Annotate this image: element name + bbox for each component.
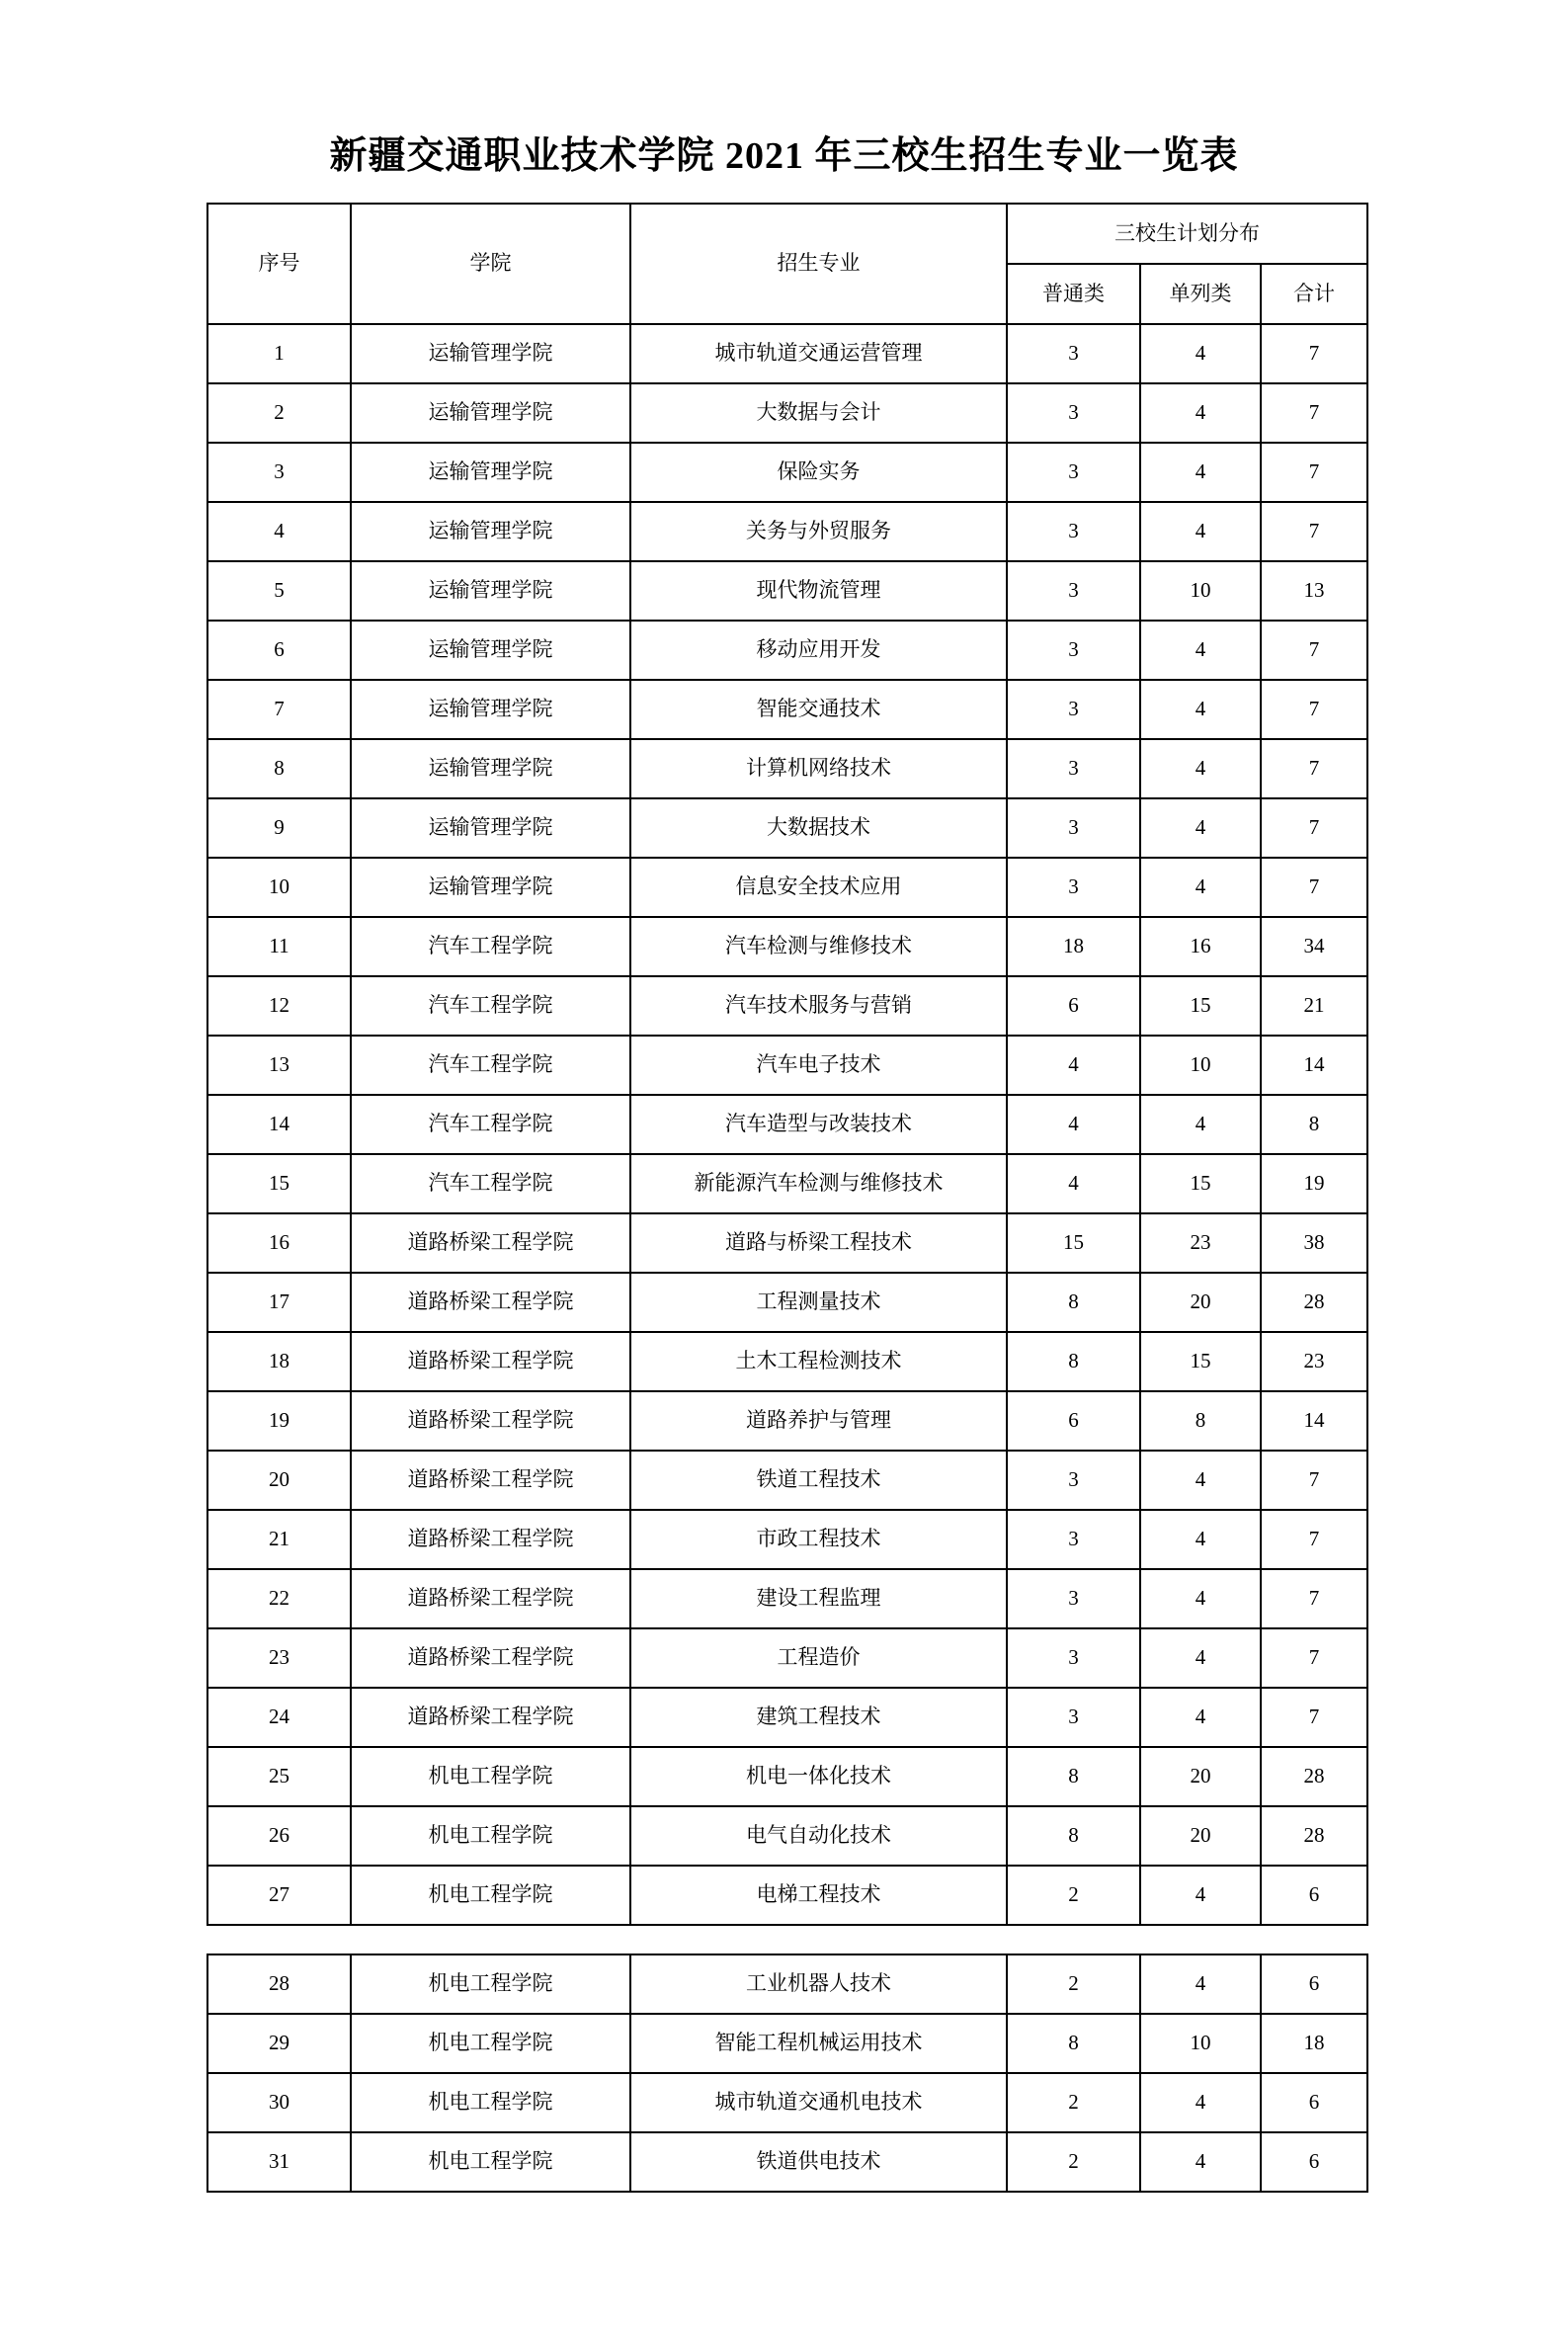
total-count-cell: 7 (1261, 1451, 1367, 1510)
major-cell: 土木工程检测技术 (630, 1332, 1007, 1391)
general-count-cell: 3 (1007, 1510, 1140, 1569)
single-count-cell: 20 (1140, 1806, 1261, 1866)
total-count-cell: 7 (1261, 324, 1367, 383)
header-college: 学院 (351, 204, 630, 324)
total-count-cell: 14 (1261, 1391, 1367, 1451)
row-index-cell: 11 (207, 917, 351, 976)
single-count-cell: 20 (1140, 1273, 1261, 1332)
college-cell: 机电工程学院 (351, 2073, 630, 2132)
general-count-cell: 3 (1007, 324, 1140, 383)
total-count-cell: 7 (1261, 383, 1367, 443)
major-cell: 汽车检测与维修技术 (630, 917, 1007, 976)
total-count-cell: 6 (1261, 1866, 1367, 1925)
single-count-cell: 4 (1140, 2073, 1261, 2132)
major-cell: 大数据与会计 (630, 383, 1007, 443)
college-cell: 机电工程学院 (351, 2014, 630, 2073)
single-count-cell: 4 (1140, 798, 1261, 858)
row-index-cell: 30 (207, 2073, 351, 2132)
row-index-cell: 9 (207, 798, 351, 858)
college-cell: 运输管理学院 (351, 739, 630, 798)
table-row (207, 1273, 1367, 1332)
header-plan-group: 三校生计划分布 (1007, 204, 1367, 264)
major-cell: 铁道供电技术 (630, 2132, 1007, 2192)
page-title: 新疆交通职业技术学院 2021 年三校生招生专业一览表 (329, 135, 1239, 177)
total-count-cell: 7 (1261, 502, 1367, 561)
college-cell: 运输管理学院 (351, 858, 630, 917)
single-count-cell: 4 (1140, 1451, 1261, 1510)
single-count-cell: 4 (1140, 1569, 1261, 1628)
table-row (207, 798, 1367, 858)
row-index-cell: 25 (207, 1747, 351, 1806)
table-row (207, 1628, 1367, 1688)
header-major: 招生专业 (630, 204, 1007, 324)
general-count-cell: 3 (1007, 443, 1140, 502)
general-count-cell: 3 (1007, 1628, 1140, 1688)
total-count-cell: 38 (1261, 1213, 1367, 1273)
table-row (207, 621, 1367, 680)
college-cell: 运输管理学院 (351, 443, 630, 502)
table-row (207, 2014, 1367, 2073)
table-body-page1 (207, 324, 1367, 1925)
major-cell: 市政工程技术 (630, 1510, 1007, 1569)
college-cell: 汽车工程学院 (351, 1095, 630, 1154)
total-count-cell: 7 (1261, 1510, 1367, 1569)
major-cell: 城市轨道交通运营管理 (630, 324, 1007, 383)
table-row (207, 1569, 1367, 1628)
total-count-cell: 7 (1261, 443, 1367, 502)
table-row (207, 858, 1367, 917)
single-count-cell: 4 (1140, 1510, 1261, 1569)
row-index-cell: 19 (207, 1391, 351, 1451)
college-cell: 运输管理学院 (351, 502, 630, 561)
header-general: 普通类 (1007, 264, 1140, 324)
general-count-cell: 3 (1007, 1451, 1140, 1510)
table-row (207, 1213, 1367, 1273)
single-count-cell: 10 (1140, 1036, 1261, 1095)
total-count-cell: 7 (1261, 621, 1367, 680)
total-count-cell: 7 (1261, 739, 1367, 798)
major-cell: 移动应用开发 (630, 621, 1007, 680)
general-count-cell: 3 (1007, 680, 1140, 739)
row-index-cell: 7 (207, 680, 351, 739)
table-body-page2 (207, 1954, 1367, 2192)
major-cell: 工业机器人技术 (630, 1954, 1007, 2014)
general-count-cell: 8 (1007, 1747, 1140, 1806)
row-index-cell: 10 (207, 858, 351, 917)
college-cell: 道路桥梁工程学院 (351, 1510, 630, 1569)
enrollment-table (206, 203, 1368, 1926)
single-count-cell: 10 (1140, 2014, 1261, 2073)
major-cell: 道路养护与管理 (630, 1391, 1007, 1451)
single-count-cell: 4 (1140, 2132, 1261, 2192)
major-cell: 道路与桥梁工程技术 (630, 1213, 1007, 1273)
single-count-cell: 4 (1140, 1095, 1261, 1154)
general-count-cell: 3 (1007, 561, 1140, 621)
table-header (207, 204, 1367, 324)
major-cell: 汽车电子技术 (630, 1036, 1007, 1095)
general-count-cell: 8 (1007, 1273, 1140, 1332)
row-index-cell: 15 (207, 1154, 351, 1213)
general-count-cell: 2 (1007, 2073, 1140, 2132)
header-row-top (207, 204, 1367, 264)
major-cell: 汽车造型与改装技术 (630, 1095, 1007, 1154)
single-count-cell: 4 (1140, 1866, 1261, 1925)
general-count-cell: 3 (1007, 798, 1140, 858)
general-count-cell: 3 (1007, 621, 1140, 680)
total-count-cell: 13 (1261, 561, 1367, 621)
table-row (207, 1332, 1367, 1391)
row-index-cell: 18 (207, 1332, 351, 1391)
table-row (207, 1510, 1367, 1569)
general-count-cell: 4 (1007, 1154, 1140, 1213)
table-row (207, 383, 1367, 443)
row-index-cell: 17 (207, 1273, 351, 1332)
major-cell: 电梯工程技术 (630, 1866, 1007, 1925)
major-cell: 工程造价 (630, 1628, 1007, 1688)
header-total: 合计 (1261, 264, 1367, 324)
major-cell: 电气自动化技术 (630, 1806, 1007, 1866)
row-index-cell: 14 (207, 1095, 351, 1154)
college-cell: 机电工程学院 (351, 1954, 630, 2014)
college-cell: 道路桥梁工程学院 (351, 1391, 630, 1451)
college-cell: 运输管理学院 (351, 561, 630, 621)
college-cell: 运输管理学院 (351, 324, 630, 383)
total-count-cell: 18 (1261, 2014, 1367, 2073)
total-count-cell: 21 (1261, 976, 1367, 1036)
row-index-cell: 28 (207, 1954, 351, 2014)
table-row (207, 1806, 1367, 1866)
general-count-cell: 2 (1007, 1866, 1140, 1925)
total-count-cell: 6 (1261, 1954, 1367, 2014)
total-count-cell: 28 (1261, 1806, 1367, 1866)
single-count-cell: 10 (1140, 561, 1261, 621)
general-count-cell: 3 (1007, 1569, 1140, 1628)
college-cell: 道路桥梁工程学院 (351, 1569, 630, 1628)
college-cell: 汽车工程学院 (351, 917, 630, 976)
row-index-cell: 3 (207, 443, 351, 502)
single-count-cell: 4 (1140, 443, 1261, 502)
single-count-cell: 4 (1140, 739, 1261, 798)
single-count-cell: 16 (1140, 917, 1261, 976)
table-row (207, 1954, 1367, 2014)
total-count-cell: 28 (1261, 1273, 1367, 1332)
total-count-cell: 7 (1261, 858, 1367, 917)
total-count-cell: 7 (1261, 1688, 1367, 1747)
table-row (207, 680, 1367, 739)
row-index-cell: 20 (207, 1451, 351, 1510)
row-index-cell: 6 (207, 621, 351, 680)
table-row (207, 561, 1367, 621)
row-index-cell: 27 (207, 1866, 351, 1925)
table-row (207, 739, 1367, 798)
major-cell: 工程测量技术 (630, 1273, 1007, 1332)
major-cell: 汽车技术服务与营销 (630, 976, 1007, 1036)
general-count-cell: 18 (1007, 917, 1140, 976)
table-row (207, 1747, 1367, 1806)
college-cell: 机电工程学院 (351, 1866, 630, 1925)
college-cell: 机电工程学院 (351, 1806, 630, 1866)
college-cell: 机电工程学院 (351, 1747, 630, 1806)
enrollment-table-continued (206, 1954, 1368, 2193)
single-count-cell: 4 (1140, 1628, 1261, 1688)
row-index-cell: 8 (207, 739, 351, 798)
total-count-cell: 7 (1261, 1628, 1367, 1688)
college-cell: 道路桥梁工程学院 (351, 1628, 630, 1688)
major-cell: 城市轨道交通机电技术 (630, 2073, 1007, 2132)
total-count-cell: 34 (1261, 917, 1367, 976)
college-cell: 汽车工程学院 (351, 1154, 630, 1213)
table-row (207, 1036, 1367, 1095)
general-count-cell: 2 (1007, 2132, 1140, 2192)
college-cell: 机电工程学院 (351, 2132, 630, 2192)
major-cell: 建筑工程技术 (630, 1688, 1007, 1747)
single-count-cell: 4 (1140, 324, 1261, 383)
total-count-cell: 7 (1261, 798, 1367, 858)
college-cell: 汽车工程学院 (351, 1036, 630, 1095)
college-cell: 汽车工程学院 (351, 976, 630, 1036)
table-row (207, 976, 1367, 1036)
general-count-cell: 15 (1007, 1213, 1140, 1273)
table-row (207, 2073, 1367, 2132)
row-index-cell: 5 (207, 561, 351, 621)
general-count-cell: 3 (1007, 1688, 1140, 1747)
college-cell: 运输管理学院 (351, 680, 630, 739)
total-count-cell: 23 (1261, 1332, 1367, 1391)
total-count-cell: 7 (1261, 680, 1367, 739)
college-cell: 运输管理学院 (351, 621, 630, 680)
general-count-cell: 4 (1007, 1036, 1140, 1095)
general-count-cell: 6 (1007, 976, 1140, 1036)
single-count-cell: 15 (1140, 1332, 1261, 1391)
college-cell: 道路桥梁工程学院 (351, 1332, 630, 1391)
single-count-cell: 4 (1140, 1688, 1261, 1747)
table-row (207, 443, 1367, 502)
general-count-cell: 6 (1007, 1391, 1140, 1451)
college-cell: 道路桥梁工程学院 (351, 1273, 630, 1332)
major-cell: 机电一体化技术 (630, 1747, 1007, 1806)
table-row (207, 1688, 1367, 1747)
single-count-cell: 20 (1140, 1747, 1261, 1806)
major-cell: 现代物流管理 (630, 561, 1007, 621)
general-count-cell: 8 (1007, 1332, 1140, 1391)
major-cell: 智能交通技术 (630, 680, 1007, 739)
total-count-cell: 28 (1261, 1747, 1367, 1806)
single-count-cell: 15 (1140, 976, 1261, 1036)
table-row (207, 917, 1367, 976)
table-row (207, 502, 1367, 561)
table-row (207, 2132, 1367, 2192)
single-count-cell: 4 (1140, 621, 1261, 680)
row-index-cell: 24 (207, 1688, 351, 1747)
college-cell: 运输管理学院 (351, 383, 630, 443)
total-count-cell: 6 (1261, 2132, 1367, 2192)
total-count-cell: 8 (1261, 1095, 1367, 1154)
row-index-cell: 23 (207, 1628, 351, 1688)
single-count-cell: 23 (1140, 1213, 1261, 1273)
major-cell: 大数据技术 (630, 798, 1007, 858)
general-count-cell: 8 (1007, 2014, 1140, 2073)
single-count-cell: 8 (1140, 1391, 1261, 1451)
single-count-cell: 4 (1140, 680, 1261, 739)
single-count-cell: 4 (1140, 383, 1261, 443)
general-count-cell: 3 (1007, 502, 1140, 561)
general-count-cell: 3 (1007, 858, 1140, 917)
row-index-cell: 2 (207, 383, 351, 443)
college-cell: 道路桥梁工程学院 (351, 1688, 630, 1747)
row-index-cell: 31 (207, 2132, 351, 2192)
major-cell: 计算机网络技术 (630, 739, 1007, 798)
major-cell: 保险实务 (630, 443, 1007, 502)
row-index-cell: 1 (207, 324, 351, 383)
single-count-cell: 4 (1140, 502, 1261, 561)
header-single: 单列类 (1140, 264, 1261, 324)
table-row (207, 324, 1367, 383)
college-cell: 道路桥梁工程学院 (351, 1213, 630, 1273)
single-count-cell: 15 (1140, 1154, 1261, 1213)
row-index-cell: 16 (207, 1213, 351, 1273)
total-count-cell: 6 (1261, 2073, 1367, 2132)
table-row (207, 1451, 1367, 1510)
table-row (207, 1866, 1367, 1925)
total-count-cell: 7 (1261, 1569, 1367, 1628)
header-index: 序号 (207, 204, 351, 324)
table-row (207, 1154, 1367, 1213)
row-index-cell: 26 (207, 1806, 351, 1866)
row-index-cell: 29 (207, 2014, 351, 2073)
single-count-cell: 4 (1140, 858, 1261, 917)
major-cell: 铁道工程技术 (630, 1451, 1007, 1510)
row-index-cell: 13 (207, 1036, 351, 1095)
total-count-cell: 19 (1261, 1154, 1367, 1213)
college-cell: 运输管理学院 (351, 798, 630, 858)
total-count-cell: 14 (1261, 1036, 1367, 1095)
table-row (207, 1095, 1367, 1154)
major-cell: 新能源汽车检测与维修技术 (630, 1154, 1007, 1213)
row-index-cell: 22 (207, 1569, 351, 1628)
row-index-cell: 12 (207, 976, 351, 1036)
general-count-cell: 4 (1007, 1095, 1140, 1154)
general-count-cell: 3 (1007, 739, 1140, 798)
row-index-cell: 4 (207, 502, 351, 561)
major-cell: 建设工程监理 (630, 1569, 1007, 1628)
major-cell: 智能工程机械运用技术 (630, 2014, 1007, 2073)
general-count-cell: 3 (1007, 383, 1140, 443)
general-count-cell: 2 (1007, 1954, 1140, 2014)
row-index-cell: 21 (207, 1510, 351, 1569)
single-count-cell: 4 (1140, 1954, 1261, 2014)
major-cell: 信息安全技术应用 (630, 858, 1007, 917)
major-cell: 关务与外贸服务 (630, 502, 1007, 561)
table-row (207, 1391, 1367, 1451)
college-cell: 道路桥梁工程学院 (351, 1451, 630, 1510)
general-count-cell: 8 (1007, 1806, 1140, 1866)
